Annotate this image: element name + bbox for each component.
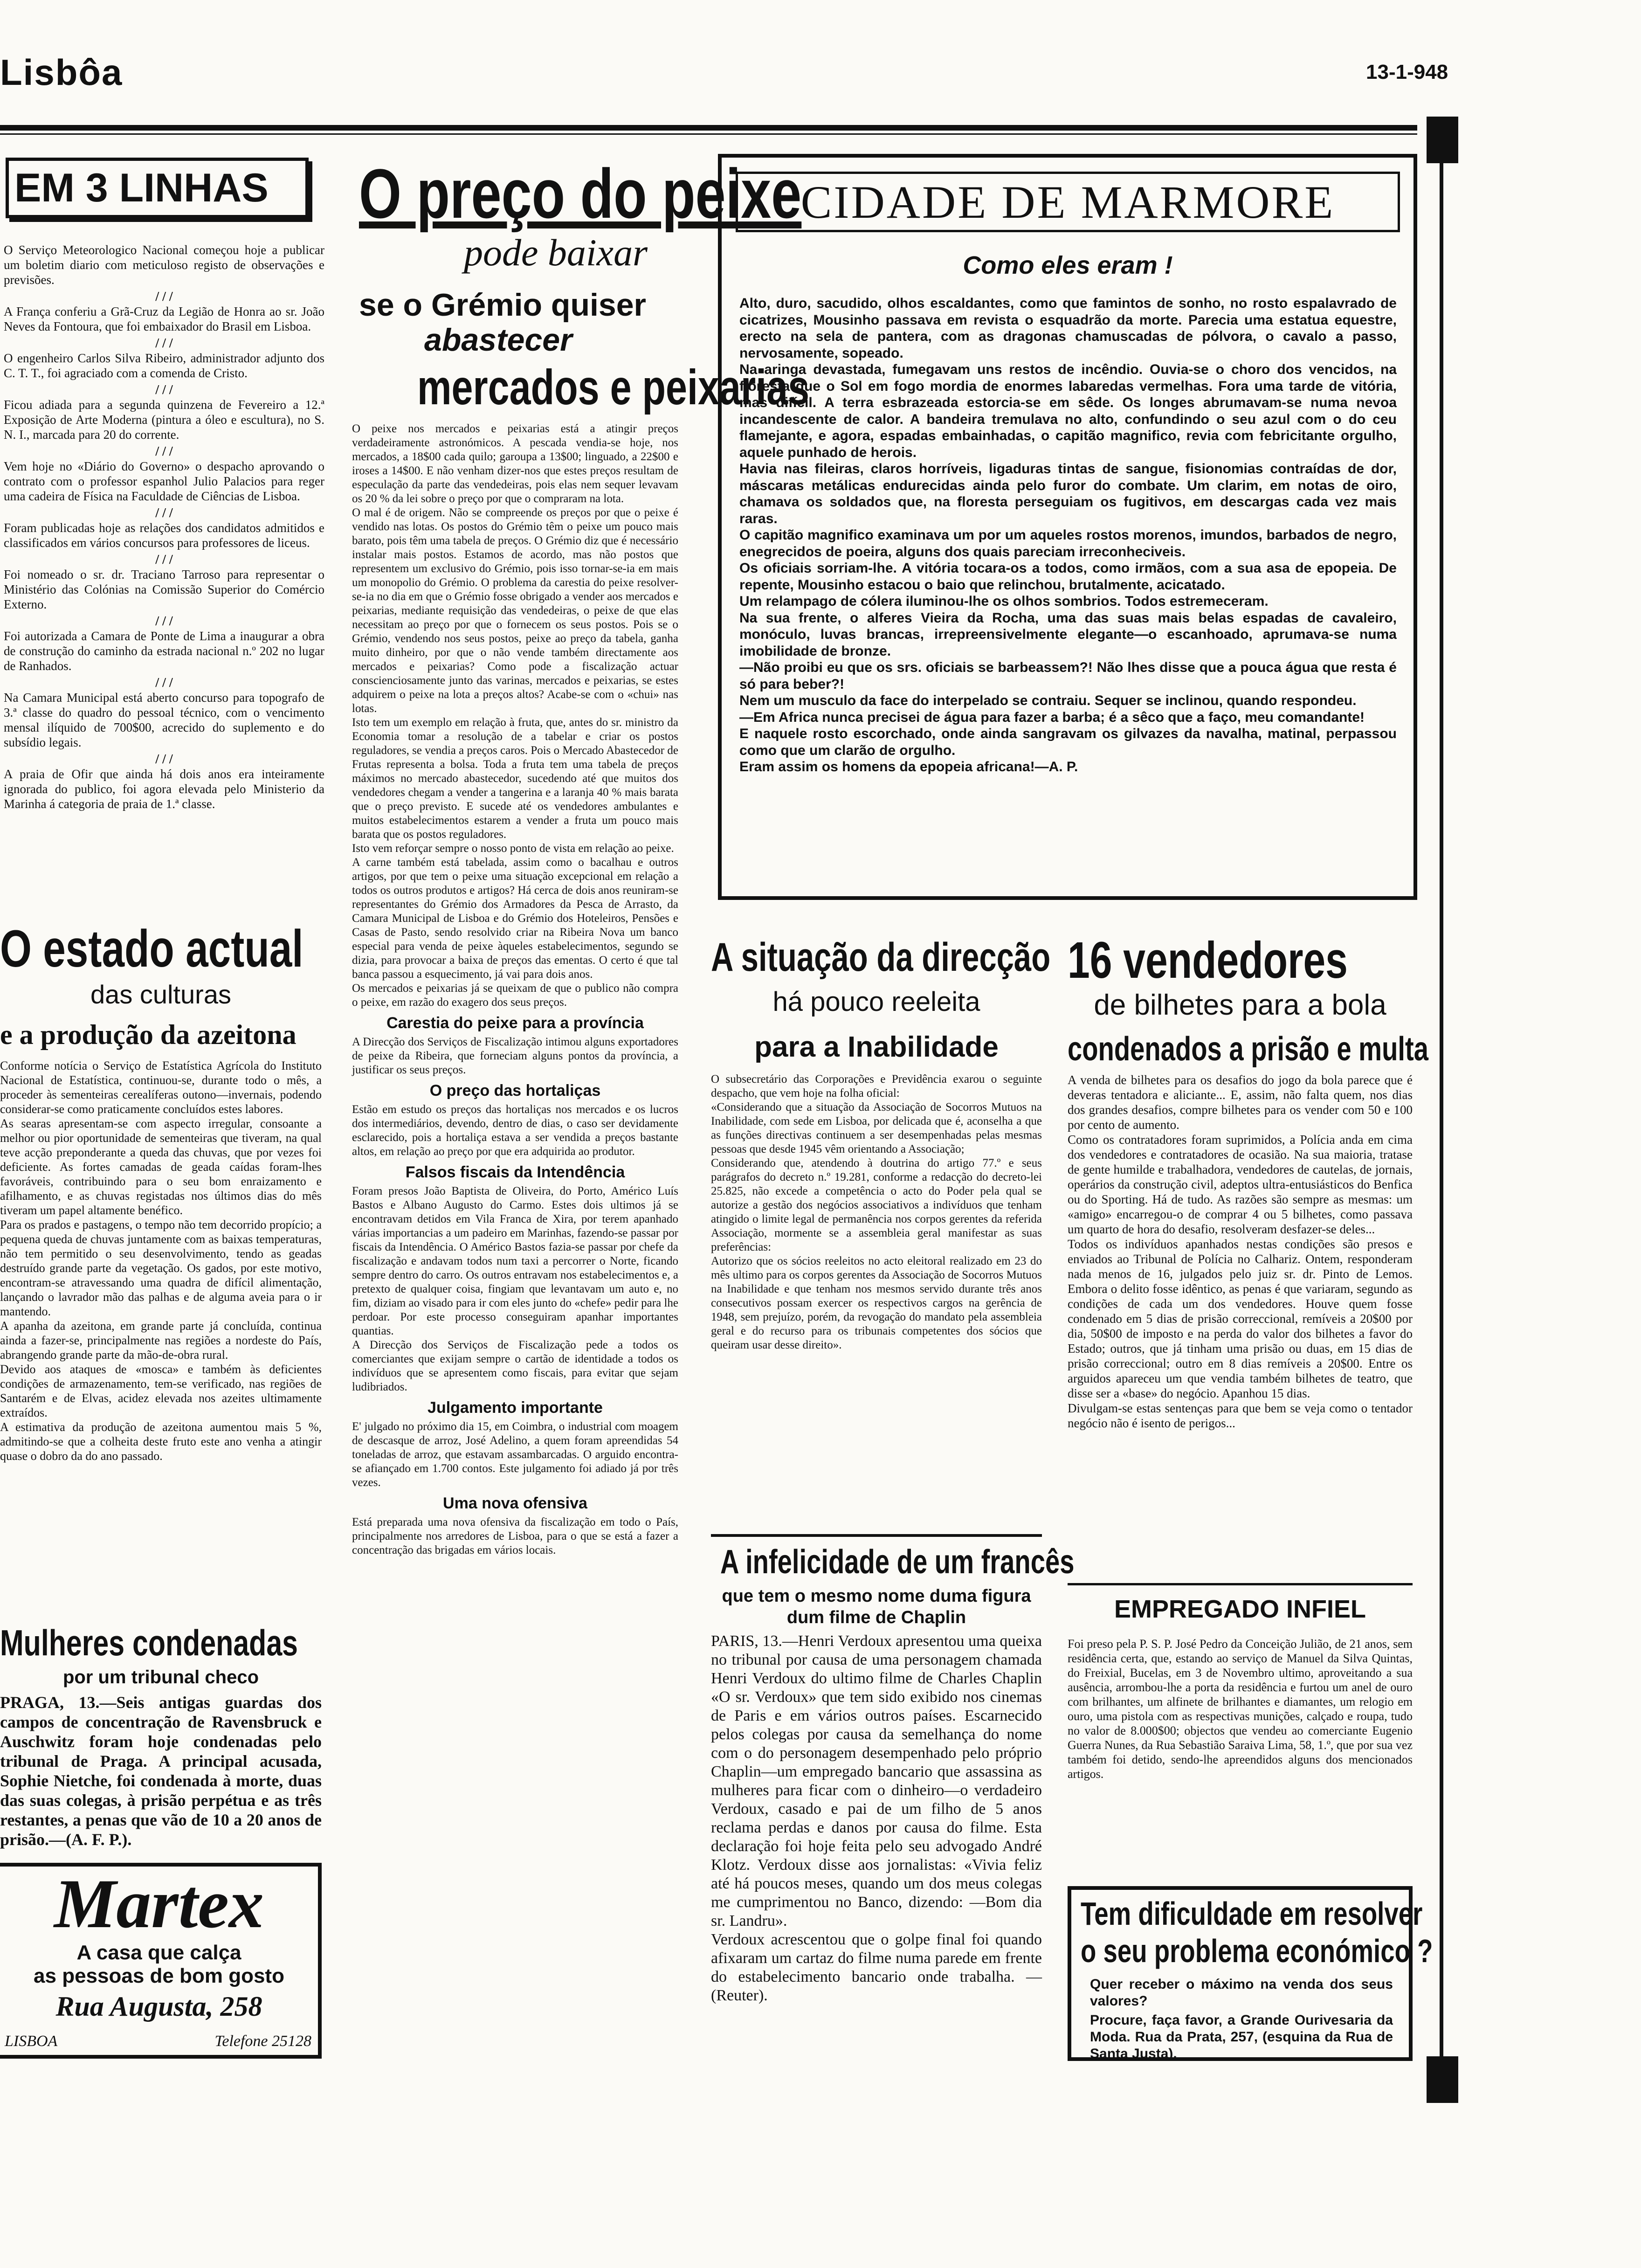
brief-item: O engenheiro Carlos Silva Ribeiro, administrador adjunto dos C. T. T., foi agraciado com a comenda de Cristo. (4, 351, 324, 380)
peixe-body: O peixe nos mercados e peixarias está a atingir preços verdadeiramente astronómicos. A pescada vendia-se hoje, nos mercados, a 18$00 cada quilo; garoupa a 13$00; linguado, a 22$00 e iroses a 14$00. E não venham dizer-nos que estes preços resultam de especulação da parte das vendedeiras, pois elas nem sequer levavam os 20 % da lei sobre o preço por que o compraram na lota. O mal é de origem. Não se compreende os preços por que o peixe é vendido nas lotas. Os postos do Grémio têm o peixe um pouco mais barato, pois têm uma tabela de preços. O Grémio diz que é necessário instalar mais postos. Estamos de acordo, mas não postos que representem um exclusivo do Grémio, pois isso tornar-se-ia em mais um monopolio do Grémio. O problema da carestia do peixe resolver-se-ia no dia em que o Grémio fosse obrigado a vender aos mercados e peixarias, mediante requisição das vendedeiras, o peixe de que elas necessitam ao preço por que o fornecem os seus postos. Pois se o Grémio, vendendo nos seus postos, peixe ao preço da tabela, ganha muito dinheiro, por que o não vende também directamente aos mercados e peixarias? Como pode a fiscalização actuar conscienciosamente junto das varinas, mercados e peixarias, se estes adquirem o peixe na lota a preços altos? Acabe-se com o «chui» nas lotas. Isto tem um exemplo em relação à fruta, que, antes do sr. ministro da Economia tomar a resolução de a tabelar e criar os postos reguladores, se vendia a preços caros. Pois o Mercado Abastecedor de Frutas representa a bolsa. Toda a fruta tem uma tabela de preços máximos no mercado abastecedor, sucedendo até que muitos dos vendedores chegam a vender a tangerina e a laranja 40 % mais barata que o preço previsto. E sucede até os vendedores ambulantes e muitos estabelecimentos estarem a vender a fruta um pouco mais barata que os postos reguladores. Isto vem reforçar sempre o nosso ponto de vista em relação ao peixe. A carne também está tabelada, assim como o bacalhau e outros artigos, por que tem o peixe uma situação excepcional em relação a todos os outros produtos e artigos? Há cerca de dois anos reuniram-se representantes do Grémio dos Armadores da Pesca de Arrasto, da Camara Municipal de Lisboa e do Grémio dos Hoteleiros, Pensões e Casas de Pasto, sendo resolvido criar na Ribeira Nova um banco especial para venda de peixe àqueles estabelecimentos, segundo se dizia, para provocar a baixa de preços das ementas. O certo é que tal banca passou a esquecimento, já vai para dois anos. Os mercados e peixarias já se queixam de que o publico não compra o peixe, em razão do exagero dos seus preços. (352, 422, 678, 1009)
brief-item: Ficou adiada para a segunda quinzena de Fevereiro a 12.ª Exposição de Arte Moderna (pintura a óleo e escultura), no S. N. I., marcada para 20 do corrente. (4, 398, 324, 442)
brief-separator: / / / (155, 444, 173, 459)
peixe-section-heading: Carestia do peixe para a província (386, 1014, 644, 1032)
divider (1068, 1583, 1413, 1585)
mulheres-body: PRAGA, 13.—Seis antigas guardas dos campos de concentração de Ravensbruck e Auschwitz foram hoje condenadas pelo tribunal de Praga. A principal acusada, Sophie Nietche, foi condenada à morte, duas das suas colegas, à prisão perpétua e as três restantes, a penas que vão de 10 a 20 anos de prisão.—(A. F. P.). (0, 1693, 322, 1849)
right-margin-bar-bottom (1427, 2056, 1458, 2103)
martex-city: LISBOA (5, 2033, 58, 2050)
cidade-body: Alto, duro, sacudido, olhos escaldantes, como que famintos de sonho, no rosto espalavrado de cicatrizes, Mousinho passava em revista o esquadrão da morte. Parecia uma estatua equestre, erecto na sela de pantera, com as dragonas chamuscadas de pólvora, o cavalo a passo, nervosamente, sopeado. Na aringa devastada, fumegavam uns restos de incêndio. Ouvia-se o choro dos vencidos, na floresta que o Sol em fogo mordia de enormes labaredas vermelhas. Fora uma tarde de vitória, mas difícil. A terra esbrazeada estorcia-se em sêde. Os longes abrumavam-se numa nevoa incandescente de calor. A bandeira tremulava no alto, confundindo o seu azul com o do ceu flamejante, e agora, espadas embainhadas, o capitão magnifico, revia com febricitante orgulho, aquele punhado de herois. Havia nas fileiras, claros horríveis, ligaduras tintas de sangue, fisionomias contraídas de dor, máscaras metálicas endurecidas ainda pelo furor do combate. Um clarim, em notas de oiro, chamava os soldados que, na floresta perseguiam os fugitivos, em descargas cada vez mais raras. O capitão magnifico examinava um por um aqueles rostos morenos, imundos, barbados de negro, enegrecidos de poeira, alguns dos quais pareciam irreconheciveis. Os oficiais sorriam-lhe. A vitória tocara-os a todos, como irmãos, com a sua asa de epopeia. De repente, Mousinho estacou o baio que relinchou, brutalmente, acicatado. Um relampago de cólera iluminou-lhe os olhos sombrios. Todos estremeceram. Na sua frente, o alferes Vieira da Rocha, uma das suas mais belas espadas de cavaleiro, monóculo, luvas brancas, irrepreensivelmente elegante—o escanhoado, aprumava-se numa imobilidade de bronze. —Não proibi eu que os srs. oficiais se barbeassem?! Não lhes disse que a pouca água que resta é só para beber?! Nem um musculo da face do interpelado se contraiu. Sequer se inclinou, quando respondeu. —Em Africa nunca precisei de água para fazer a barba; é a sêco que a faço, meu comandante! E naquele rosto escorchado, onde ainda sangravam os gilvazes da navalha, matinal, perpassou como que um clarão de orgulho. Eram assim os homens da epopeia africana!—A. P. (739, 296, 1397, 774)
cidade-title: CIDADE DE MARMORE (800, 176, 1335, 228)
brief-separator: / / / (155, 290, 173, 304)
peixe-body: A Direcção dos Serviços de Fiscalização intimou alguns exportadores de peixe da Ribeira, que forneciam alguns pontos da província, a justificar os seus preços. (352, 1036, 678, 1076)
brief-item: A França conferiu a Grã-Cruz da Legião de Honra ao sr. João Neves da Fontoura, que foi embaixador do Brasil em Lisboa. (4, 304, 324, 333)
direccao-body: O subsecretário das Corporações e Previdência exarou o seguinte despacho, que vem hoje na folha oficial: «Considerando que a situação da Associação de Socorros Mutuos na Inabilidade, com sede em Lisboa, por delicada que é, aconselha a que as funções directivas continuem a ser desempenhadas pelas mesmas pessoas que desde 1945 vêm orientando a Associação; Considerando que, atendendo à doutrina do artigo 77.º e seus parágrafos do decreto n.º 19.281, conforme a redacção do decreto-lei 25.825, não excede a competência o acto do Poder pela qual se autorize a gestão dos negócios associativos a indivíduos que tenham atingido o limite legal de permanência nos corpos gerentes da referida Associação, mormente se a assembleia geral manifestar as suas preferências: Autorizo que os sócios reeleitos no acto eleitoral realizado em 23 do mês ultimo para os corpos gerentes da Associação de Socorros Mutuos na Inabilidade e que tenham nos mesmos servido durante três anos consecutivos possam exercer os respectivos cargos na gerência de 1948, sem prejuízo, porém, da revogação do mandato pela assembleia geral e do recurso para os tribunais competentes dos sócios que queiram usar desse direito». (711, 1073, 1042, 1351)
mulheres-headline: Mulheres condenadas (0, 1622, 298, 1663)
mulheres-subhead: por um tribunal checo (62, 1667, 259, 1687)
cidade-title-frame (736, 172, 1400, 232)
empregado-headline: EMPREGADO INFIEL (1114, 1595, 1366, 1623)
empregado-body: Foi preso pela P. S. P. José Pedro da Conceição Julião, de 21 anos, sem residência certa, que, estando ao serviço de Manuel da Silva Quintas, do Freixial, Bucelas, em 3 de Novembro ultimo, aproveitando a sua ausência, arrombou-lhe a porta da residência e furtou um anel de ouro com brilhantes, um alfinete de brilhantes e diamantes, um relogio em ouro, uma pistola com as respectivas munições, calçado e roupa, tudo no valor de 8.000$00; objectos que vendeu ao comerciante Eugenio Guerra Nunes, da Rua Sebastião Saraiva Lima, 58, 1.º, que por sua vez também foi detido, sendo-lhe apreendidos alguns dos mencionados artigos. (1068, 1637, 1413, 1781)
martex-ad (0, 1863, 322, 2059)
peixe-body: Está preparada uma nova ofensiva da fiscalização em todo o País, principalmente nos arredores de Lisboa, para o que se está a fazer a concentração das brigadas em vários locais. (352, 1516, 678, 1556)
peixe-subhead-3: abastecer (424, 322, 572, 358)
right-margin-line (1440, 163, 1443, 2056)
frances-body: PARIS, 13.—Henri Verdoux apresentou uma queixa no tribunal por causa de uma personagem chamada Henri Verdoux do ultimo filme de Charles Chaplin «O sr. Verdoux» que tem sido exibido nos cinemas de Paris e em vários outros países. Escarnecido pelos colegas por causa da semelhança do nome com o do personagem desempenhado pelo próprio Chaplin—um empregado bancario que assassina as mulheres para ficar com o dinheiro—o verdadeiro Verdoux, casado e pai de um filho de 5 anos reclama perdas e danos por causa do filme. Esta declaração foi hoje feita pelo seu advogado André Klotz. Verdoux disse aos jornalistas: «Vivia feliz até há poucos meses, quando um dos meus colegas me cumprimentou no Banco, dizendo: —Bom dia sr. Landru». Verdoux acrescentou que o golpe final foi quando afixaram um cartaz do filme numa parede em frente do estabelecimento bancario onde trabalha. —(Reuter). (711, 1632, 1042, 2004)
martex-address: Rua Augusta, 258 (55, 1991, 262, 2022)
peixe-subhead-2: se o Grémio quiser (359, 287, 646, 323)
ad-headline: Tem dificuldade em resolver (1081, 1895, 1423, 1932)
cidade-subtitle: Como eles eram ! (963, 251, 1173, 279)
brief-separator: / / / (155, 676, 173, 690)
right-margin-bar (1427, 117, 1458, 163)
estado-subhead: das culturas (90, 980, 231, 1009)
direccao-headline: A situação da direcção (711, 935, 1051, 980)
peixe-body: Foram presos João Baptista de Oliveira, do Porto, Américo Luís Bastos e Albano Augusto do Carmo. Estes dois ultimos já se encontravam detidos em Vila Franca de Xira, por terem apanhado várias importancias a um padeiro em Marinhas, fazendo-se passar por fiscais da Intendência. O Américo Bastos fazia-se passar por chefe da fiscalização e andavam todos num taxi a percorrer o Norte, ficando sempre dentro do carro. Os outros entravam nos estabelecimentos e, a pretexto de qualquer coisa, fingiam que levantavam um auto e, no fim, diziam ao visado para ir com eles junto do «chefe» pedir para lhe perdoar. Por este processo conseguiram apanhar importantes quantias. A Direcção dos Serviços de Fiscalização pede a todos os comerciantes que exijam sempre o cartão de identidade a todos os indivíduos que se apresentem como fiscais, para evitar que sejam ludibriados. (352, 1185, 678, 1393)
peixe-subhead-4: mercados e peixarias (417, 360, 810, 415)
brief-separator: / / / (155, 752, 173, 767)
estado-headline: O estado actual (0, 920, 303, 978)
em3linhas-title: EM 3 LINHAS (14, 166, 269, 210)
martex-phone: Telefone 25128 (214, 2033, 311, 2050)
brief-separator: / / / (155, 614, 173, 629)
estado-body: Conforme notícia o Serviço de Estatística Agrícola do Instituto Nacional de Estatística, continuou-se, durante todo o mês, a proceder às sementeiras cerealíferas outono—invernais, podendo considerar-se como praticamente concluídos estes labores. As searas apresentam-se com aspecto irregular, consoante a melhor ou pior oportunidade de sementeiras que tiveram, na qual teve acção preponderante a queda das chuvas, que por vezes foi deficiente. As fortes camadas de geada caídas foram-lhes favoráveis, contribuindo para o seu bom enraizamento e afilhamento, e as chuvas registadas nos últimos dias do mês tiveram um papel altamente benéfico. Para os prados e pastagens, o tempo não tem decorrido propício; a pequena queda de chuvas juntamente com as baixas temperaturas, não tem permitido o seu desenvolvimento, tendo as geadas destruído grande parte da vegetação. Os gados, por este motivo, encontram-se atravessando uma quadra de difícil alimentação, lançando o lavrador mão das palhas e de alguma aveia para o ir mantendo. A apanha da azeitona, em grande parte já concluída, continua ainda a fazer-se, principalmente nas regiões a nordeste do País, abrangendo grande parte da mão-de-obra rural. Devido aos ataques de «mosca» e também às deficientes condições de armazenamento, tem-se verificado, nas regiões de Santarém e de Elvas, acidez elevada nos azeites ultimamente extraídos. A estimativa da produção de azeitona aumentou mais 5 %, admitindo-se que a colheita deste fruto este ano venha a atingir quase o dobro da do ano passado. (0, 1059, 322, 1463)
brief-item: Vem hoje no «Diário do Governo» o despacho aprovando o contrato com o professor espanhol Julio Palacios para reger uma cadeira de Física na Faculdade de Ciências de Lisboa. (4, 459, 324, 503)
em3linhas-box (6, 158, 309, 218)
brief-separator: / / / (155, 336, 173, 351)
vendedores-subhead: de bilhetes para a bola (1094, 989, 1386, 1021)
brief-separator: / / / (155, 553, 173, 567)
martex-line1: A casa que calça (76, 1941, 241, 1964)
peixe-subhead: pode baixar (464, 231, 648, 274)
ourivesaria-ad (1068, 1886, 1433, 2061)
vendedores-headline: 16 vendedores (1068, 932, 1348, 989)
brief-item: Foi nomeado o sr. dr. Traciano Tarroso para representar o Ministério das Colónias na Comissão Superior do Comércio Externo. (4, 567, 324, 611)
brief-item: O Serviço Meteorologico Nacional começou hoje a publicar um boletim diario com meticuloso registo de observações e previsões. (4, 243, 324, 287)
ad-body-2: Procure, faça favor, a Grande Ourivesaria da Moda. Rua da Prata, 257, (esquina da Rua de Santa Justa). (1090, 2012, 1393, 2061)
ad-body: Quer receber o máximo na venda dos seus valores? (1090, 1977, 1393, 2009)
peixe-body: Estão em estudo os preços das hortaliças nos mercados e os lucros dos intermediários, devendo, dentro de dias, o caso ser devidamente esclarecido, pois a hortaliça estava a ser vendida a preços bastante altos, em relação ao preço por que era adquirida ao produtor. (352, 1103, 678, 1158)
section-title: Lisbôa (0, 52, 123, 93)
frances-subhead: que tem o mesmo nome duma figura dum filme de Chaplin (722, 1586, 1031, 1627)
cidade-box (718, 154, 1417, 900)
brief-item: Na Camara Municipal está aberto concurso para topografo de 3.ª classe do quadro do pessoal técnico, com o vencimento mensal ilíquido de 700$00, acrecido do suplemento e do subsídio legais. (4, 691, 324, 749)
brief-item: Foram publicadas hoje as relações dos candidatos admitidos e classificados em vários concursos para professores de liceus. (4, 521, 324, 550)
peixe-article (352, 422, 678, 1557)
martex-line2: as pessoas de bom gosto (34, 1964, 284, 1987)
header-rule (0, 125, 1417, 131)
brief-item: A praia de Ofir que ainda há dois anos era inteiramente ignorada do publico, foi agora elevada pelo Ministerio da Marinha á categoria de praia de 1.ª classe. (4, 767, 324, 811)
peixe-headline: O preço do peixe (359, 154, 802, 233)
peixe-section-heading: Julgamento importante (427, 1399, 603, 1417)
divider (711, 1534, 1042, 1537)
direccao-subhead-2: para a Inabilidade (754, 1031, 999, 1063)
frances-headline: A infelicidade de um francês (720, 1543, 1075, 1581)
peixe-section-heading: Uma nova ofensiva (443, 1494, 587, 1512)
direccao-subhead: há pouco reeleita (772, 987, 980, 1017)
header-rule-thin (0, 133, 1417, 135)
brief-separator: / / / (155, 506, 173, 520)
martex-logo: Martex (54, 1865, 264, 1943)
peixe-section-heading: Falsos fiscais da Intendência (405, 1163, 625, 1181)
vendedores-body: A venda de bilhetes para os desafios do jogo da bola parece que é deveras tentadora e aliciante... E, assim, não falta quem, nos dias dos grandes desafios, compre bilhetes para os vender com 50 e 100 por cento de aumento. Como os contratadores foram suprimidos, a Polícia anda em cima dos vendedores e contratadores de ocasião. Na sua maioria, tratase de gente humilde e trabalhadora, vendedores de cautelas, de jornais, operários da construção civil, adeptos ultra-entusiásticos do Benfica ou do Sporting. Há de tudo. As razões são sempre as mesmas: um «amigo» encarregou-o de comprar 4 ou 5 bilhetes, como passava um quarto de hora do desafio, resolveram desfazer-se deles... Todos os indivíduos apanhados nestas condições são presos e enviados ao Tribunal de Polícia no Calhariz. Ontem, responderam nada menos de 16, julgados pelo juiz sr. dr. Pinto de Lemos. Embora o delito fosse idêntico, as penas é que variaram, segundo as condições de cada um dos vendedores. Houve quem fosse condenado em 5 dias de prisão correccional, remíveis a 20$00 por dia, 50$00 de imposto e na perda do valor dos bilhetes a favor do Estado; outros, que já tinham uma prisão ou duas, em 15 dias de prisão correccional; outro em 8 dias remíveis a 20$00. Entre os arguidos apareceu um que vendia também bilhetes de teatro, que disse ser a «base» do negócio. Apanhou 15 dias. Divulgam-se estas sentenças para que bem se veja como o tentador negócio não é isento de perigos... (1068, 1073, 1413, 1430)
em3linhas-list (4, 242, 324, 814)
peixe-body: E' julgado no próximo dia 15, em Coimbra, o industrial com moagem de descasque de arroz, José Adelino, a quem foram apreendidas 54 toneladas de arroz, que estavam assambarcadas. O arguido encontra-se afiançado em 1.700 contos. Este julgamento foi adiado já por três vezes. (352, 1420, 678, 1489)
vendedores-subhead-2: condenados a prisão e multa (1068, 1030, 1428, 1068)
brief-separator: / / / (155, 383, 173, 397)
estado-subhead-2: e a produção da azeitona (0, 1019, 296, 1050)
ad-headline-2: o seu problema económico ? (1081, 1933, 1433, 1969)
brief-item: Foi autorizada a Camara de Ponte de Lima a inaugurar a obra de construção do caminho da estrada nacional n.º 202 no lugar de Ranhados. (4, 629, 324, 673)
peixe-section-heading: O preço das hortaliças (429, 1082, 601, 1099)
issue-date: 13-1-948 (1366, 61, 1448, 83)
